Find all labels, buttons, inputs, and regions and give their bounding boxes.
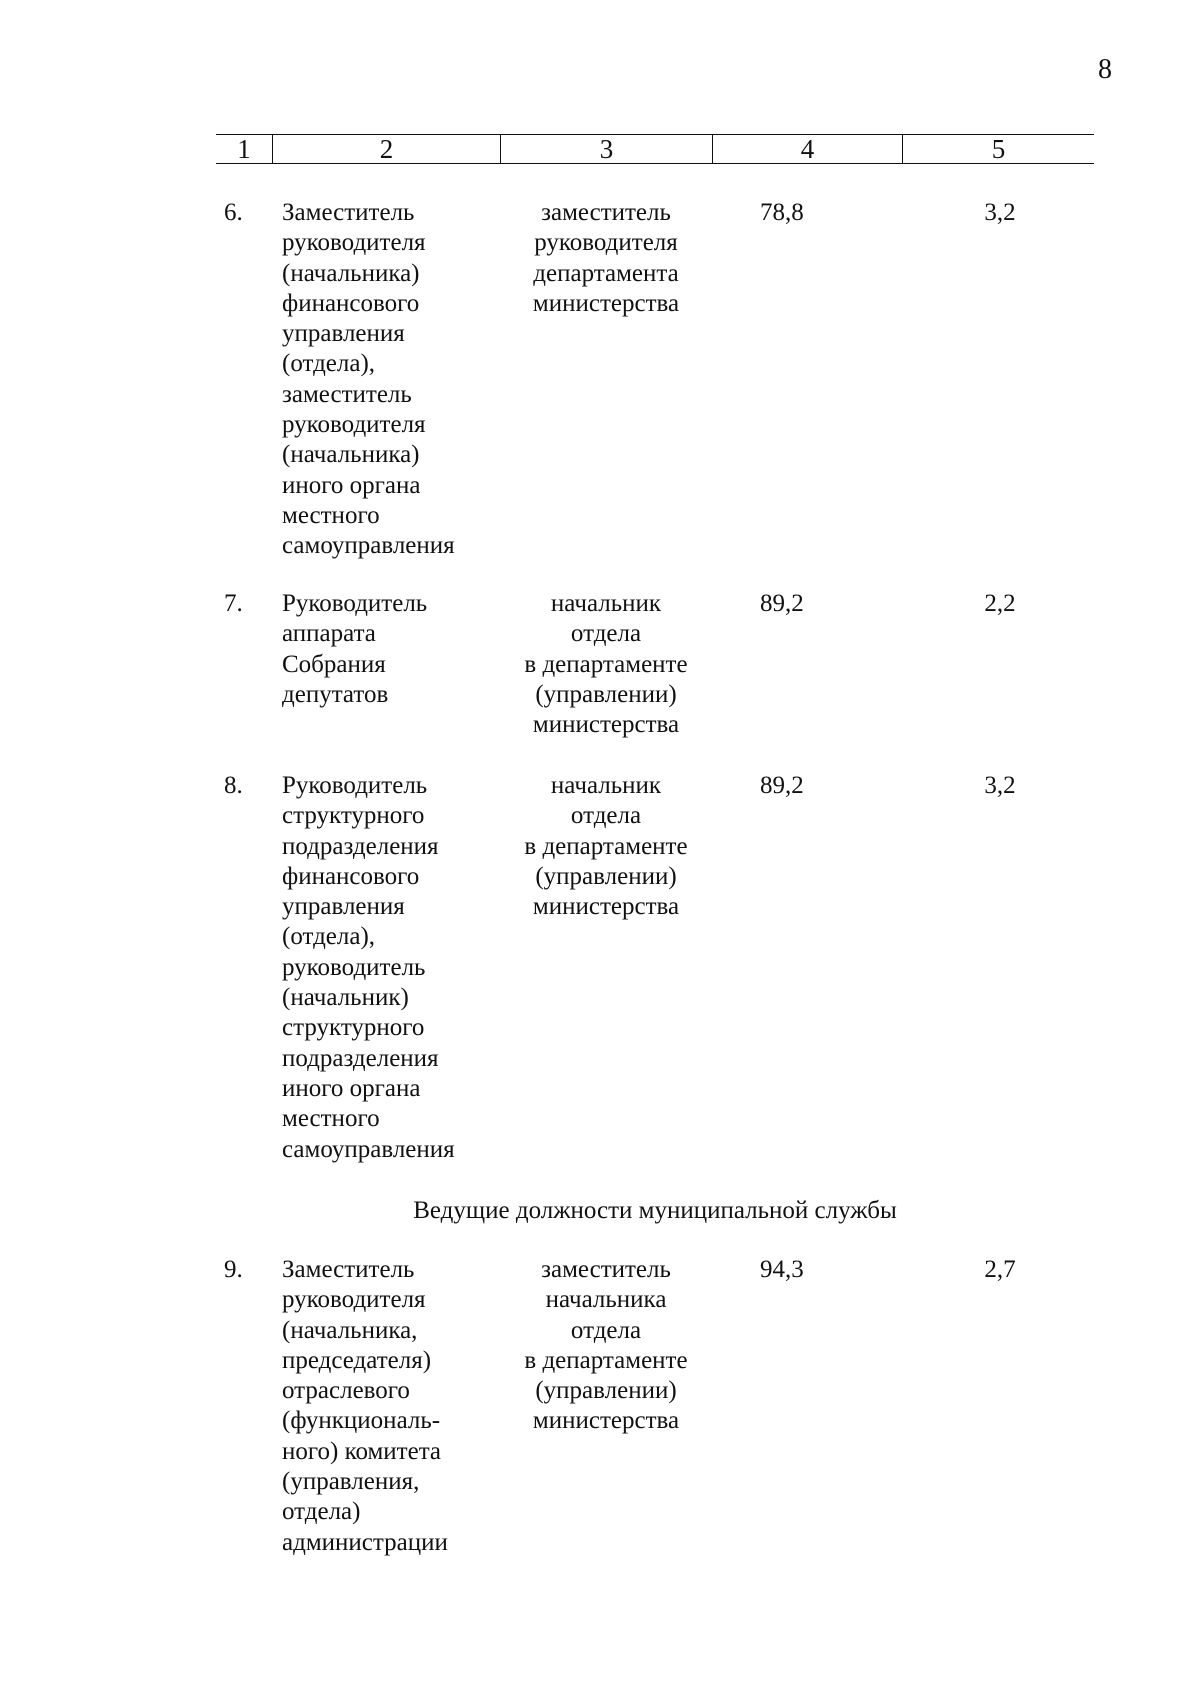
row-number: 8. <box>224 772 243 799</box>
column-5-value: 3,2 <box>984 772 1016 799</box>
position-title: Руководитель аппарата Собрания депутатов <box>282 590 428 708</box>
row-number: 6. <box>224 199 243 226</box>
column-header-5: 5 <box>902 135 1094 163</box>
column-5-value: 3,2 <box>984 199 1016 226</box>
row-number: 9. <box>224 1256 243 1283</box>
equivalent-position: заместитель начальника отдела в департаменте (управлении) министерства <box>524 1256 688 1435</box>
column-header-2: 2 <box>272 135 500 163</box>
row-number: 7. <box>224 590 243 617</box>
column-5-value: 2,2 <box>984 590 1016 617</box>
column-4-value: 89,2 <box>760 772 804 799</box>
equivalent-position: заместитель руководителя департамента министерства <box>532 199 680 317</box>
column-4-value: 94,3 <box>760 1256 804 1283</box>
position-title: Руководитель структурного подразделения финансового управления (отдела), руководитель (начальник) структурного подразделения иного органа местного самоуправления <box>282 772 455 1163</box>
column-4-value: 89,2 <box>760 590 804 617</box>
position-title: Заместитель руководителя (начальника, председателя) отраслевого (функциональ- ного) комитета (управления, отдела) администрации <box>282 1256 448 1556</box>
table-header-row <box>216 134 1094 164</box>
column-5-value: 2,7 <box>984 1256 1016 1283</box>
equivalent-position: начальник отдела в департаменте (управлении) министерства <box>524 590 688 739</box>
column-header-4: 4 <box>712 135 902 163</box>
page-number: 8 <box>1098 54 1112 85</box>
column-4-value: 78,8 <box>760 199 804 226</box>
column-header-1: 1 <box>237 134 251 164</box>
section-title: Ведущие должности муниципальной службы <box>413 1197 897 1224</box>
column-header-3: 3 <box>500 135 712 163</box>
equivalent-position: начальник отдела в департаменте (управлении) министерства <box>524 772 688 921</box>
position-title: Заместитель руководителя (начальника) финансового управления (отдела), заместитель руководителя (начальника) иного органа местного самоуправления <box>282 199 455 560</box>
